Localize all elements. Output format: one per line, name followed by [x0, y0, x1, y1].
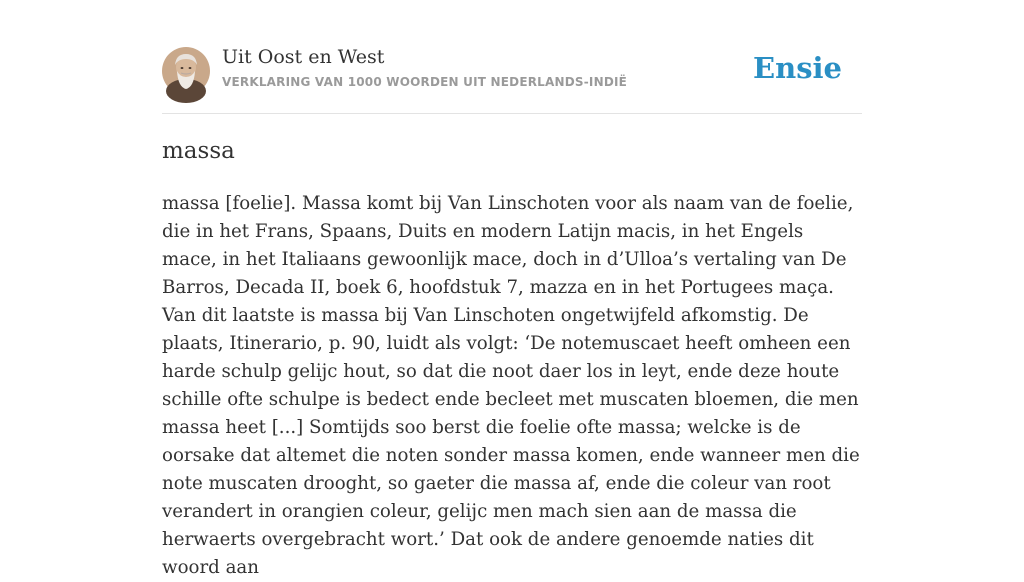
- author-portrait-icon[interactable]: [162, 47, 210, 95]
- entry-title: massa: [162, 138, 235, 164]
- header: [162, 46, 862, 114]
- portrait-image: [162, 47, 210, 95]
- entry-body: massa [foelie]. Massa komt bij Van Linschoten voor als naam van de foelie, die in het Frans, Spaans, Duits en modern Latijn macis, in het Engels mace, in het Italiaans gewoonlijk mace, doch in d’Ulloa’s vertaling van De Barros, Decada II, boek 6, hoofdstuk 7, mazza en in het Portugees maça. Van dit laatste is massa bij Van Linschoten ongetwijfeld afkomstig. De plaats, Itinerario, p. 90, luidt als volgt: ‘De notemuscaet heeft omheen een harde schulp gelijc hout, so dat die noot daer los in leyt, ende deze houte schille ofte schulpe is bedect ende becleet met muscaten bloemen, die men massa heet [...] Somtijds soo berst die foelie ofte massa; welcke is de oorsake dat altemet die noten sonder massa komen, ende wanneer men die note muscaten drooght, so gaeter die massa af, ende die coleur van root verandert in orangien coleur, gelijc men mach sien aan de massa die herwaerts overgebracht wort.’ Dat ook de andere genoemde naties dit woord aan: [162, 193, 860, 578]
- ensie-logo[interactable]: Ensie: [753, 51, 842, 85]
- book-title[interactable]: Uit Oost en West: [222, 46, 385, 68]
- book-subtitle: VERKLARING VAN 1000 WOORDEN UIT NEDERLANDS-INDIË: [222, 75, 628, 89]
